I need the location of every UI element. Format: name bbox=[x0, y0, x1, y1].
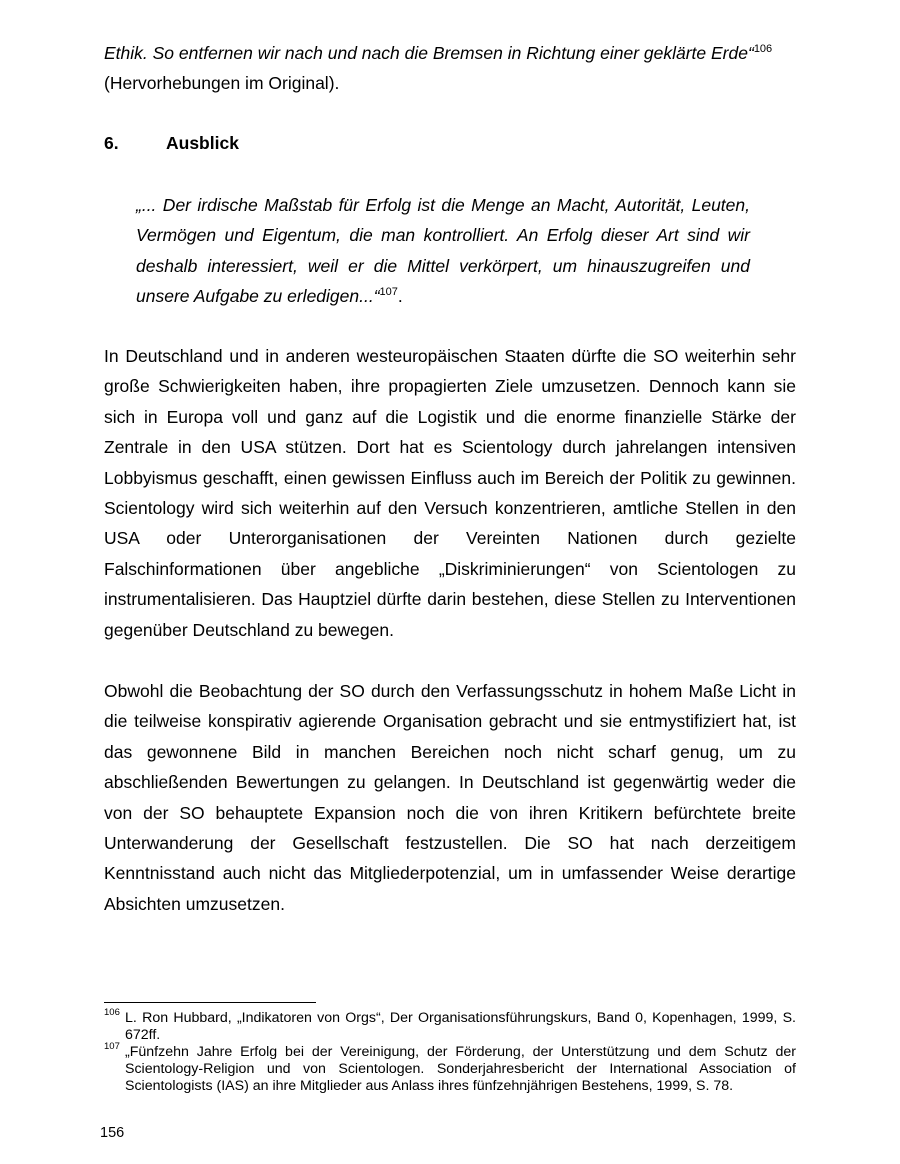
carryover-quote-end bbox=[104, 38, 796, 98]
footnote-ref-106[interactable]: 106 bbox=[753, 43, 773, 56]
footnote-text: L. Ron Hubbard, „Indikatoren von Orgs“, Der Organisationsführungskurs, Band 0, Kopenhagen, 1999, S. 672ff. bbox=[125, 1010, 796, 1043]
page-number: 156 bbox=[100, 1125, 125, 1141]
body-paragraph-2: Obwohl die Beobachtung der SO durch den Verfassungsschutz in hohem Maße Licht in die teilweise konspirativ agierende Organisation gebracht und sie entmystifiziert hat, ist das gewonnene Bild in manchen Bereichen noch nicht scharf genug, um zu abschließenden Bewertungen zu gelangen. In Deutschland ist gegenwärtig weder die von der SO behauptete Expansion noch die von ihren Kritikern befürchtete breite Unterwanderung der Gesellschaft festzustellen. Die SO hat nach derzeitigem Kenntnisstand auch nicht das Mitgliederpotenzial, um in umfassender Weise derartige Absichten umzusetzen. bbox=[104, 681, 796, 914]
section-heading bbox=[104, 130, 239, 156]
footnote-mark: 107 bbox=[104, 1041, 120, 1052]
footnote-mark: 106 bbox=[104, 1007, 120, 1018]
block-quote-text: „... Der irdische Maßstab für Erfolg ist die Menge an Macht, Autorität, Leuten, Vermögen und Eigentum, die man kontrolliert. An Erfolg dieser Art sind wir deshalb interessiert, weil er die Mittel verkörpert, um hinauszugreifen und unsere Aufgabe zu erledigen...“ bbox=[136, 195, 750, 306]
body-paragraph-1: In Deutschland und in anderen westeuropäischen Staaten dürfte die SO weiterhin sehr große Schwierigkeiten haben, ihre propagierten Ziele umzusetzen. Dennoch kann sie sich in Europa voll und ganz auf die Logistik und die enorme finanzielle Stärke der Zentrale in den USA stützen. Dort hat es Scientology durch jahrelangen intensiven Lobbyismus geschafft, einen gewissen Einfluss auch im Bereich der Politik zu gewinnen. Scientology wird sich weiterhin auf den Versuch konzentrieren, amtliche Stellen in den USA oder Unterorganisationen der Vereinten Nationen durch gezielte Falschinformationen über angebliche „Diskriminierungen“ von Scientologen zu instrumentalisieren. Das Hauptziel dürfte darin bestehen, diese Stellen zu Interventionen gegenüber Deutschland zu bewegen. bbox=[104, 346, 796, 640]
footnote-text: „Fünfzehn Jahre Erfolg bei der Vereinigung, der Förderung, der Unterstützung und dem Schutz der Scientology-Religion und von Scientologen. Sonderjahresbericht der International Association of Scientologists (IAS) an ihre Mitglieder aus Anlass ihres fünfzehnjährigen Bestehens, 1999, S. 78. bbox=[125, 1044, 796, 1094]
block-quote bbox=[136, 190, 750, 311]
section-number: 6. bbox=[104, 133, 119, 153]
section-title: Ausblick bbox=[166, 133, 239, 153]
block-quote-end-punct: . bbox=[397, 285, 403, 306]
footnote-106 bbox=[104, 1007, 796, 1044]
footnote-separator bbox=[104, 1002, 316, 1003]
carryover-note: (Hervorhebungen im Original). bbox=[104, 73, 340, 93]
footnote-107 bbox=[104, 1041, 796, 1094]
footnote-ref-107[interactable]: 107 bbox=[379, 286, 398, 299]
carryover-italic-text: Ethik. So entfernen wir nach und nach die Bremsen in Richtung einer geklärte Erde“ bbox=[104, 43, 754, 63]
